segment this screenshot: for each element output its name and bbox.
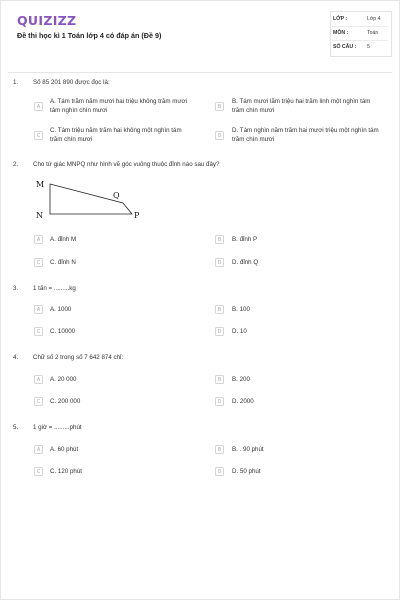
option-text[interactable]: D. đỉnh Q bbox=[232, 259, 259, 266]
option-letter-box[interactable]: A bbox=[34, 305, 43, 314]
option-text[interactable]: D. 50 phút bbox=[232, 468, 261, 475]
option-letter-box[interactable]: B bbox=[215, 305, 224, 314]
option-line: D. Tám nghìn năm trăm hai mươi triệu một nghìn tám bbox=[232, 127, 379, 134]
option-text[interactable]: B. đỉnh P bbox=[232, 236, 258, 243]
header-divider bbox=[8, 72, 392, 73]
option-text[interactable]: A. 60 phút bbox=[50, 446, 79, 453]
option-letter-box[interactable]: D bbox=[215, 467, 224, 476]
option-letter-box[interactable]: B bbox=[215, 445, 224, 454]
option-letter-box[interactable]: D bbox=[215, 258, 224, 267]
question-number: 2. bbox=[13, 161, 19, 168]
question-number: 3. bbox=[13, 285, 19, 292]
option-text[interactable]: C. đỉnh N bbox=[50, 259, 76, 266]
option-text[interactable]: C. 10000 bbox=[50, 328, 76, 335]
question-number: 1. bbox=[13, 79, 19, 86]
quizizz-logo: QUIZIZZ bbox=[17, 13, 77, 28]
option-letter-box[interactable]: B bbox=[215, 235, 224, 244]
vertex-label-n: N bbox=[36, 211, 43, 220]
question-count-value: 5 bbox=[367, 44, 370, 50]
subject-value: Toán bbox=[367, 30, 379, 36]
option-line: C. Tám triệu năm trăm hai không một nghìn tám bbox=[50, 127, 182, 134]
option-letter-box[interactable]: B bbox=[215, 102, 224, 111]
option-text[interactable]: C. 120 phút bbox=[50, 468, 82, 475]
option-text[interactable]: B. 200 bbox=[232, 376, 250, 383]
meta-divider bbox=[332, 26, 388, 27]
option-text[interactable]: B. . 90 phút bbox=[232, 446, 264, 453]
option-text[interactable] bbox=[232, 97, 370, 115]
question-text: Cho tứ giác MNPQ như hình vẽ góc vuông thuộc đỉnh nào sau đây? bbox=[33, 161, 220, 168]
class-value: Lớp 4 bbox=[367, 16, 381, 22]
option-letter-box[interactable]: C bbox=[34, 327, 43, 336]
option-letter-box[interactable]: C bbox=[34, 467, 43, 476]
question-text: Chữ số 2 trong số 7 642 874 chỉ: bbox=[33, 354, 124, 361]
option-text[interactable]: C. 200 000 bbox=[50, 398, 81, 405]
question-number: 5. bbox=[13, 424, 19, 431]
option-line: trăm chín mươi bbox=[232, 107, 275, 114]
option-letter-box[interactable]: A bbox=[34, 445, 43, 454]
option-text[interactable]: D. 10 bbox=[232, 328, 247, 335]
option-text[interactable]: A. đỉnh M bbox=[50, 236, 77, 243]
option-letter-box[interactable]: C bbox=[34, 258, 43, 267]
option-letter-box[interactable]: C bbox=[34, 131, 43, 140]
option-text[interactable] bbox=[50, 126, 182, 144]
option-text[interactable]: A. 20 000 bbox=[50, 376, 77, 383]
vertex-label-p: P bbox=[134, 211, 140, 220]
document-title: Đề thi học kì 1 Toán lớp 4 có đáp án (Đề 9) bbox=[17, 31, 162, 40]
vertex-label-q: Q bbox=[113, 191, 120, 200]
option-letter-box[interactable]: D bbox=[215, 327, 224, 336]
option-text[interactable]: B. 100 bbox=[232, 306, 250, 313]
question-text: 1 tấn = .........kg bbox=[33, 285, 76, 292]
option-text[interactable]: D. 2000 bbox=[232, 398, 254, 405]
option-letter-box[interactable]: A bbox=[34, 375, 43, 384]
option-text[interactable]: A. 1000 bbox=[50, 306, 72, 313]
question-number: 4. bbox=[13, 354, 19, 361]
class-label: LỚP : bbox=[333, 16, 348, 22]
vertex-label-m: M bbox=[36, 180, 45, 189]
quadrilateral-mnpq-figure bbox=[33, 177, 145, 221]
quadrilateral-outline bbox=[50, 184, 132, 214]
option-text[interactable] bbox=[232, 126, 379, 144]
option-letter-box[interactable]: A bbox=[34, 102, 43, 111]
option-letter-box[interactable]: D bbox=[215, 397, 224, 406]
option-letter-box[interactable]: B bbox=[215, 375, 224, 384]
subject-label: MÔN : bbox=[333, 30, 349, 36]
option-line: B. Tám mươi lăm triệu hai trăm linh một nghìn tám bbox=[232, 98, 371, 105]
meta-divider bbox=[332, 40, 388, 41]
option-letter-box[interactable]: C bbox=[34, 397, 43, 406]
option-line: tám nghìn chín mươi bbox=[50, 107, 108, 114]
question-text: 1 giờ = .........phút bbox=[33, 424, 82, 431]
question-text: Số 85 201 890 được đọc là: bbox=[33, 79, 110, 86]
question-count-label: SỐ CÂU : bbox=[333, 44, 357, 50]
option-line: trăm chín mươi bbox=[232, 136, 275, 143]
option-letter-box[interactable]: D bbox=[215, 131, 224, 140]
option-letter-box[interactable]: A bbox=[34, 235, 43, 244]
option-line: trăm chín mươi bbox=[50, 136, 93, 143]
option-text[interactable] bbox=[50, 97, 187, 115]
option-line: A. Tám trăm năm mươi hai triệu không trăm mươi bbox=[50, 98, 187, 105]
